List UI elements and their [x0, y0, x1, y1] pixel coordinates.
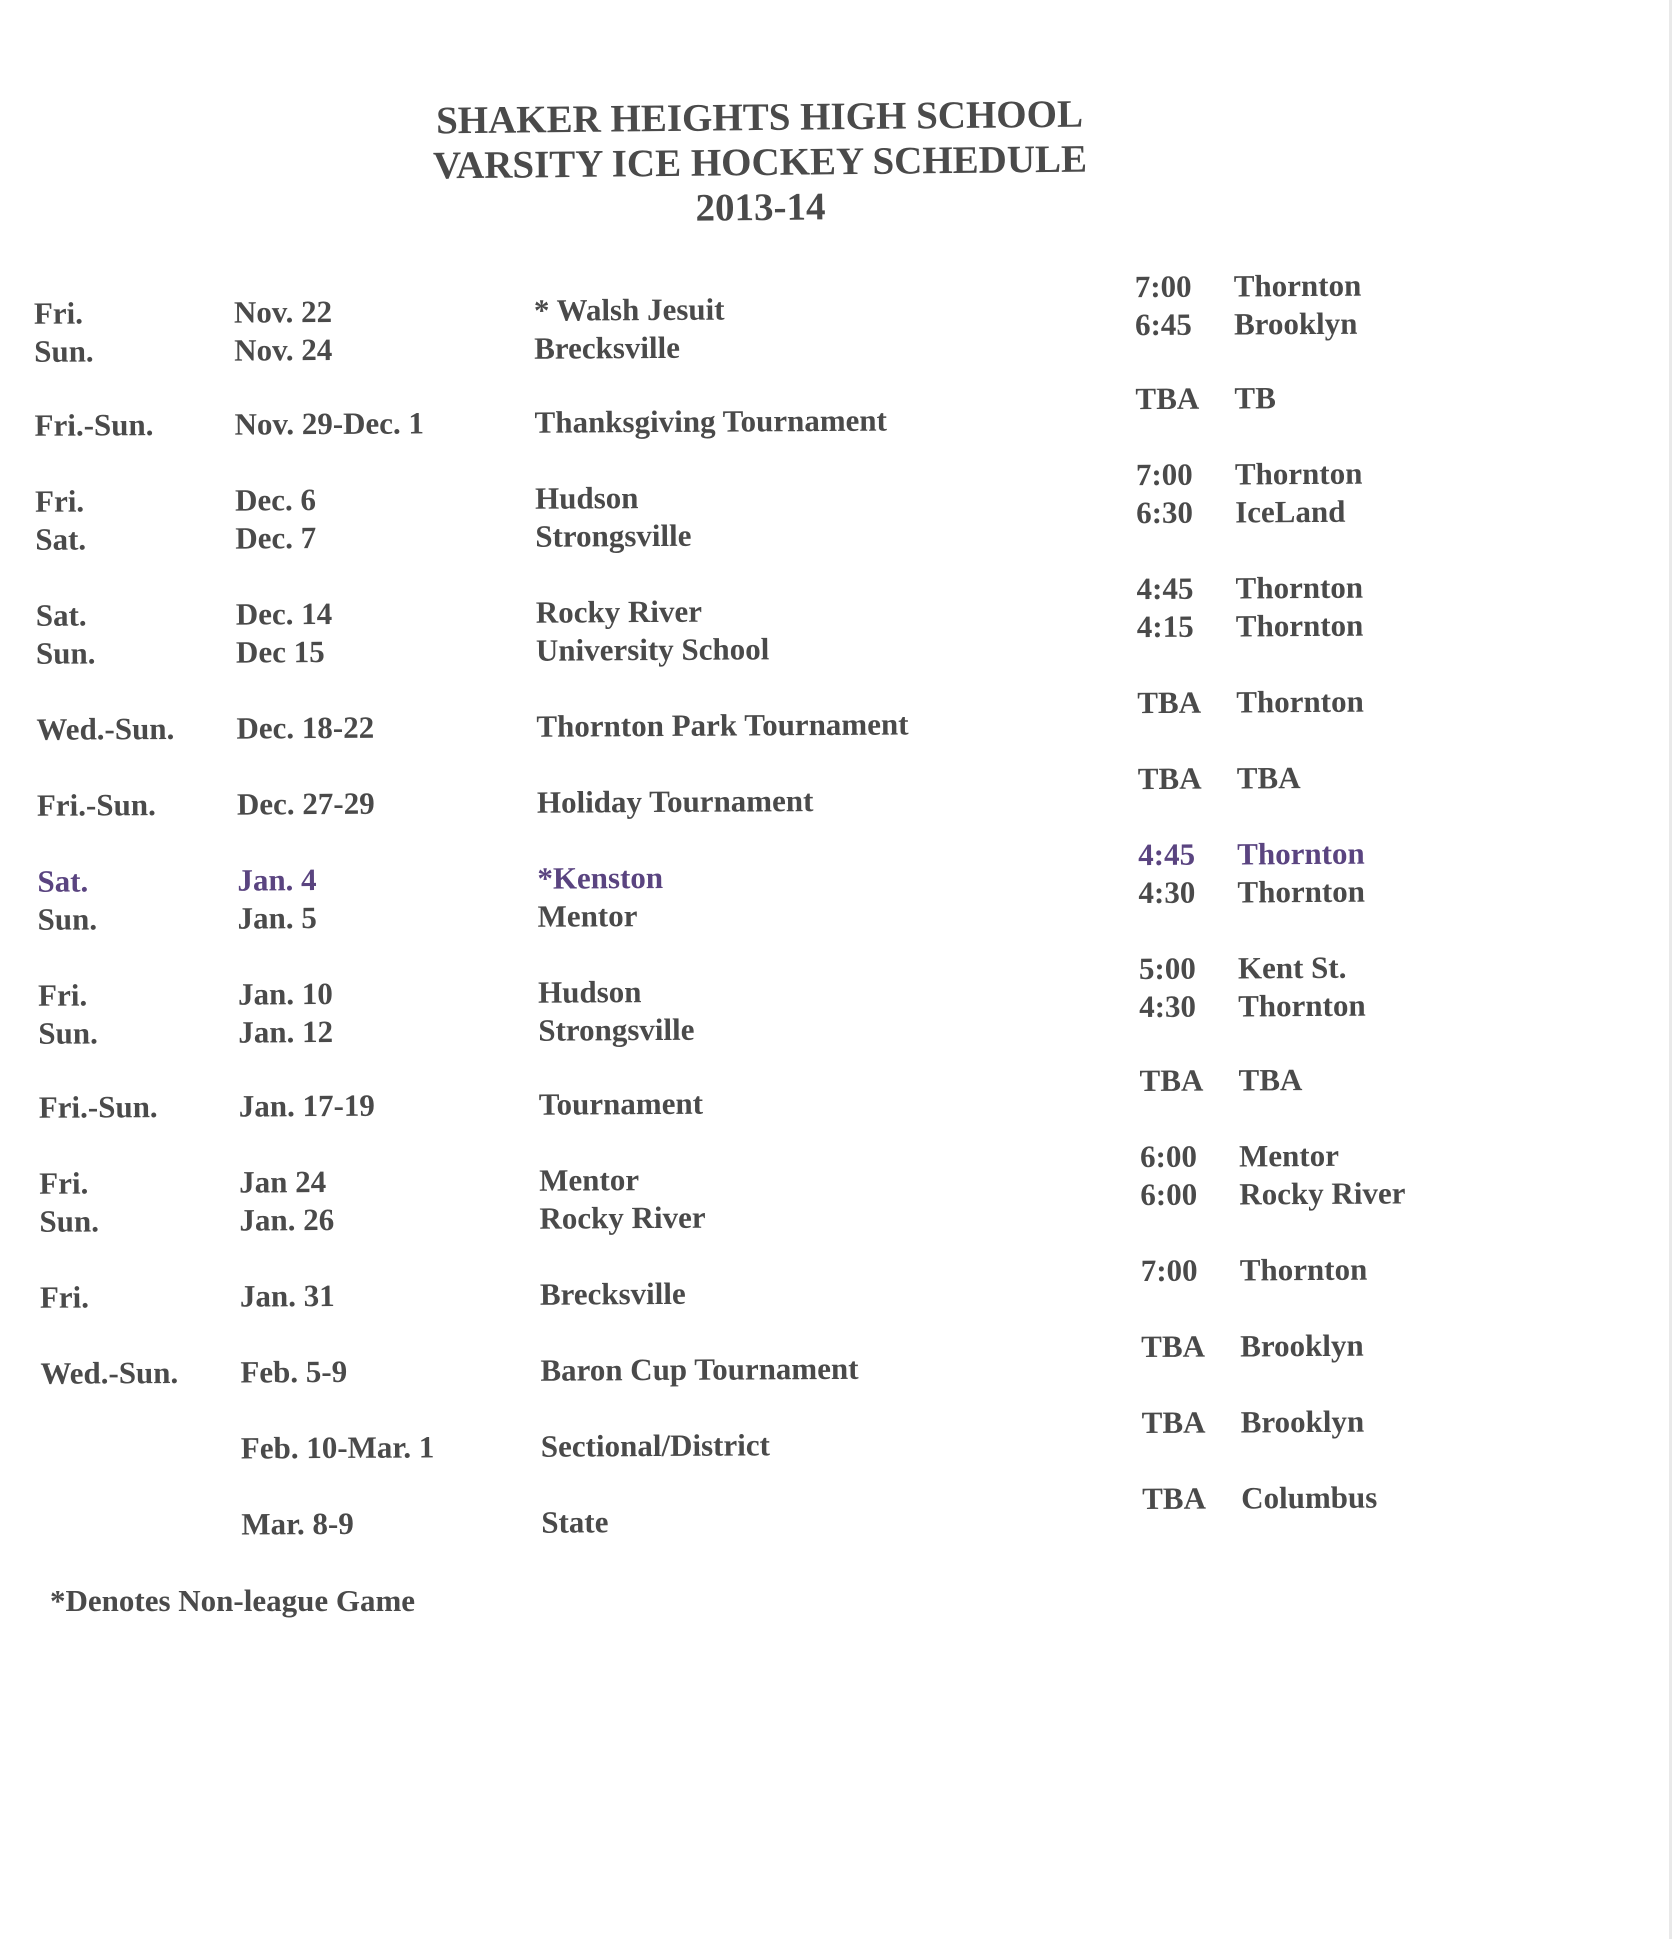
opponent: Thornton Park Tournament [536, 706, 909, 744]
game-date-cell [240, 1353, 347, 1392]
game-time-cell [1137, 684, 1201, 722]
schedule-entry [8, 1251, 1672, 1315]
game-day: Wed.-Sun. [36, 710, 175, 747]
game-time: 6:00 [1139, 1138, 1198, 1175]
game-location-cell [1237, 759, 1301, 797]
game-location: Thornton [1237, 835, 1365, 872]
opponent: State [541, 1504, 609, 1540]
game-day: Fri. [39, 1279, 90, 1315]
opponent: Hudson [534, 480, 639, 516]
schedule-entry [5, 835, 1672, 937]
game-day: Fri.-Sun. [36, 787, 156, 823]
game-location: TBA [1238, 1062, 1303, 1098]
game-time: 6:00 [1140, 1176, 1198, 1213]
game-location: TB [1234, 380, 1276, 416]
game-location-cell [1235, 455, 1363, 532]
opponent-cell [541, 1503, 608, 1541]
game-location: Thornton [1238, 987, 1366, 1024]
game-date: Jan. 26 [239, 1201, 335, 1238]
game-location: Brooklyn [1240, 1327, 1364, 1364]
schedule-entry [4, 569, 1672, 671]
game-time: 7:00 [1134, 268, 1192, 305]
game-date: Nov. 29-Dec. 1 [234, 405, 425, 442]
opponent: Holiday Tournament [536, 783, 814, 820]
opponent: Brecksville [534, 329, 681, 366]
game-time: 4:15 [1136, 608, 1194, 645]
game-day-cell [36, 596, 96, 672]
game-location: Brooklyn [1233, 305, 1358, 342]
game-day-cell [40, 1278, 89, 1316]
opponent-cell [541, 1426, 770, 1465]
schedule-entry [3, 455, 1672, 557]
game-day-cell [38, 976, 98, 1052]
schedule-entry [2, 267, 1672, 369]
opponent: Baron Cup Tournament [540, 1350, 859, 1388]
game-day-cell [40, 1354, 178, 1393]
game-time-cell [1141, 1252, 1198, 1290]
opponent-cell [534, 291, 725, 368]
game-date-cell [236, 709, 374, 748]
game-day: Wed.-Sun. [40, 1354, 179, 1391]
game-time: TBA [1135, 380, 1200, 417]
opponent-cell [539, 1085, 703, 1124]
opponent: Brecksville [539, 1275, 686, 1312]
game-location-cell [1234, 267, 1362, 344]
game-location: Brooklyn [1240, 1403, 1365, 1440]
opponent-cell [539, 1161, 706, 1238]
opponent-cell [538, 973, 695, 1050]
game-day: Sat. [35, 521, 87, 557]
game-day-cell [39, 1088, 158, 1127]
game-location: Thornton [1233, 267, 1362, 304]
game-day-cell [36, 710, 174, 749]
game-date-cell [234, 404, 424, 443]
game-day: Sun. [39, 1203, 100, 1239]
game-time: 5:00 [1138, 950, 1196, 987]
schedule-entry [7, 1062, 1672, 1125]
game-location-cell [1239, 1136, 1406, 1213]
game-date: Nov. 24 [234, 331, 333, 368]
game-location-cell [1237, 835, 1365, 912]
game-day: Sat. [35, 597, 87, 633]
schedule-entry [9, 1479, 1672, 1542]
game-date: Jan. 17-19 [238, 1087, 375, 1124]
game-date-cell [236, 595, 333, 672]
game-time-cell [1138, 836, 1195, 912]
opponent: Tournament [538, 1085, 704, 1122]
game-time-cell [1138, 760, 1202, 798]
schedule-entry [7, 1137, 1672, 1239]
game-time-cell [1139, 950, 1196, 1026]
opponent-cell [540, 1275, 686, 1314]
game-date: Dec. 7 [235, 520, 317, 556]
opponent: Rocky River [539, 1199, 706, 1236]
game-date: Jan. 12 [238, 1013, 334, 1050]
schedule-entry [6, 949, 1672, 1051]
opponent: Strongsville [535, 517, 692, 554]
title-schedule: VARSITY ICE HOCKEY SCHEDULE [432, 137, 1088, 188]
opponent-cell [534, 402, 887, 442]
game-location-cell [1240, 1251, 1368, 1290]
game-location-cell [1241, 1479, 1377, 1518]
game-location: Thornton [1239, 1251, 1368, 1288]
opponent: University School [535, 631, 770, 668]
opponent: Thanksgiving Tournament [534, 402, 888, 440]
opponent-cell [536, 592, 770, 669]
game-time-cell [1142, 1480, 1206, 1518]
game-time-cell [1135, 268, 1192, 344]
game-time: 4:45 [1138, 836, 1196, 873]
schedule-entry [8, 1327, 1672, 1391]
game-day: Sun. [34, 333, 94, 369]
game-location: Thornton [1234, 455, 1363, 492]
game-day-cell [35, 482, 86, 558]
game-date: Dec. 18-22 [236, 709, 375, 746]
game-location-cell [1234, 379, 1276, 417]
opponent-cell [535, 479, 692, 556]
game-location: Thornton [1237, 873, 1366, 910]
game-day-cell [37, 862, 97, 938]
opponent-cell [537, 859, 663, 936]
game-day: Sun. [37, 901, 98, 937]
game-date-cell [237, 785, 375, 824]
opponent: Mentor [537, 898, 638, 934]
game-day: Fri.-Sun. [38, 1089, 158, 1125]
title-season: 2013-14 [695, 185, 826, 230]
schedule-entry [2, 380, 1672, 443]
game-location: Thornton [1235, 569, 1364, 606]
game-location-cell [1238, 949, 1366, 1026]
game-day: Sun. [38, 1015, 98, 1051]
game-date: Feb. 10-Mar. 1 [240, 1429, 435, 1466]
game-time: 7:00 [1140, 1252, 1198, 1289]
opponent-cell [540, 1350, 858, 1390]
game-day: Sat. [37, 863, 89, 899]
game-location-cell [1236, 569, 1364, 646]
game-time-cell [1135, 380, 1199, 418]
game-time-cell [1140, 1138, 1197, 1214]
schedule-entry [5, 760, 1672, 823]
game-location: Columbus [1241, 1479, 1378, 1516]
game-date: Dec 15 [235, 634, 325, 670]
game-time: 6:45 [1134, 306, 1192, 343]
game-time: TBA [1141, 1404, 1206, 1441]
game-date: Jan. 10 [237, 975, 333, 1012]
game-date-cell [239, 1087, 375, 1126]
game-time-cell [1142, 1404, 1206, 1442]
game-date: Jan. 5 [237, 900, 317, 936]
game-day: Fri.-Sun. [34, 407, 154, 443]
game-date: Dec. 6 [234, 482, 317, 518]
opponent: Mentor [539, 1162, 640, 1198]
game-location: TBA [1236, 760, 1301, 796]
game-time: TBA [1137, 684, 1202, 721]
game-date-cell [235, 481, 316, 557]
opponent-cell [536, 705, 908, 745]
game-date: Jan. 31 [239, 1277, 335, 1314]
game-date: Feb. 5-9 [240, 1353, 348, 1390]
game-date: Nov. 22 [233, 293, 333, 330]
game-date: Dec. 27-29 [236, 785, 375, 822]
game-day: Fri. [34, 483, 85, 519]
schedule-entry [9, 1403, 1672, 1466]
game-day-cell [37, 786, 156, 825]
opponent: Sectional/District [540, 1427, 770, 1464]
game-time-cell [1141, 1328, 1205, 1366]
game-day: Fri. [33, 295, 84, 331]
game-date: Jan 24 [239, 1164, 327, 1200]
game-time: 7:00 [1135, 456, 1193, 493]
game-date-cell [241, 1428, 435, 1467]
game-location-cell [1241, 1403, 1365, 1442]
game-time: TBA [1139, 1062, 1204, 1099]
game-time: 4:30 [1139, 988, 1197, 1025]
game-date-cell [237, 861, 317, 937]
game-time-cell [1137, 570, 1194, 646]
opponent: * Walsh Jesuit [533, 291, 725, 328]
game-location-cell [1240, 1327, 1364, 1366]
game-location: Thornton [1235, 607, 1364, 644]
game-time: TBA [1142, 1480, 1207, 1517]
game-day: Fri. [37, 977, 88, 1013]
game-day: Sun. [35, 635, 96, 671]
game-time: 6:30 [1136, 494, 1194, 531]
game-date-cell [240, 1277, 335, 1316]
game-location: Rocky River [1239, 1175, 1406, 1212]
game-day-cell [34, 406, 153, 445]
game-day-cell [39, 1164, 99, 1240]
game-location: Kent St. [1237, 949, 1347, 986]
game-location: Thornton [1236, 683, 1364, 720]
opponent: Hudson [537, 974, 642, 1010]
game-day-cell [34, 294, 94, 370]
game-location: IceLand [1235, 493, 1346, 530]
game-time: 4:30 [1138, 874, 1196, 911]
game-date-cell [241, 1505, 354, 1544]
game-day: Fri. [39, 1165, 89, 1201]
opponent-cell [537, 782, 814, 822]
game-location-cell [1236, 683, 1364, 722]
game-time: TBA [1137, 760, 1202, 797]
game-time: TBA [1141, 1328, 1206, 1365]
opponent: Rocky River [535, 593, 703, 630]
opponent: *Kenston [537, 859, 664, 896]
game-time: 4:45 [1136, 570, 1194, 607]
game-date-cell [239, 1163, 334, 1240]
game-time-cell [1140, 1062, 1204, 1100]
opponent: Strongsville [538, 1011, 695, 1048]
game-location: Mentor [1238, 1137, 1340, 1174]
game-date-cell [238, 975, 333, 1052]
game-date-cell [234, 293, 333, 370]
game-time-cell [1136, 456, 1193, 532]
title-school: SHAKER HEIGHTS HIGH SCHOOL [435, 92, 1084, 143]
game-date: Dec. 14 [235, 595, 333, 632]
footnote: *Denotes Non-league Game [50, 1583, 416, 1618]
game-date: Jan. 4 [237, 862, 317, 898]
game-location-cell [1239, 1061, 1303, 1099]
game-date: Mar. 8-9 [241, 1505, 354, 1542]
schedule-entry [4, 683, 1672, 747]
